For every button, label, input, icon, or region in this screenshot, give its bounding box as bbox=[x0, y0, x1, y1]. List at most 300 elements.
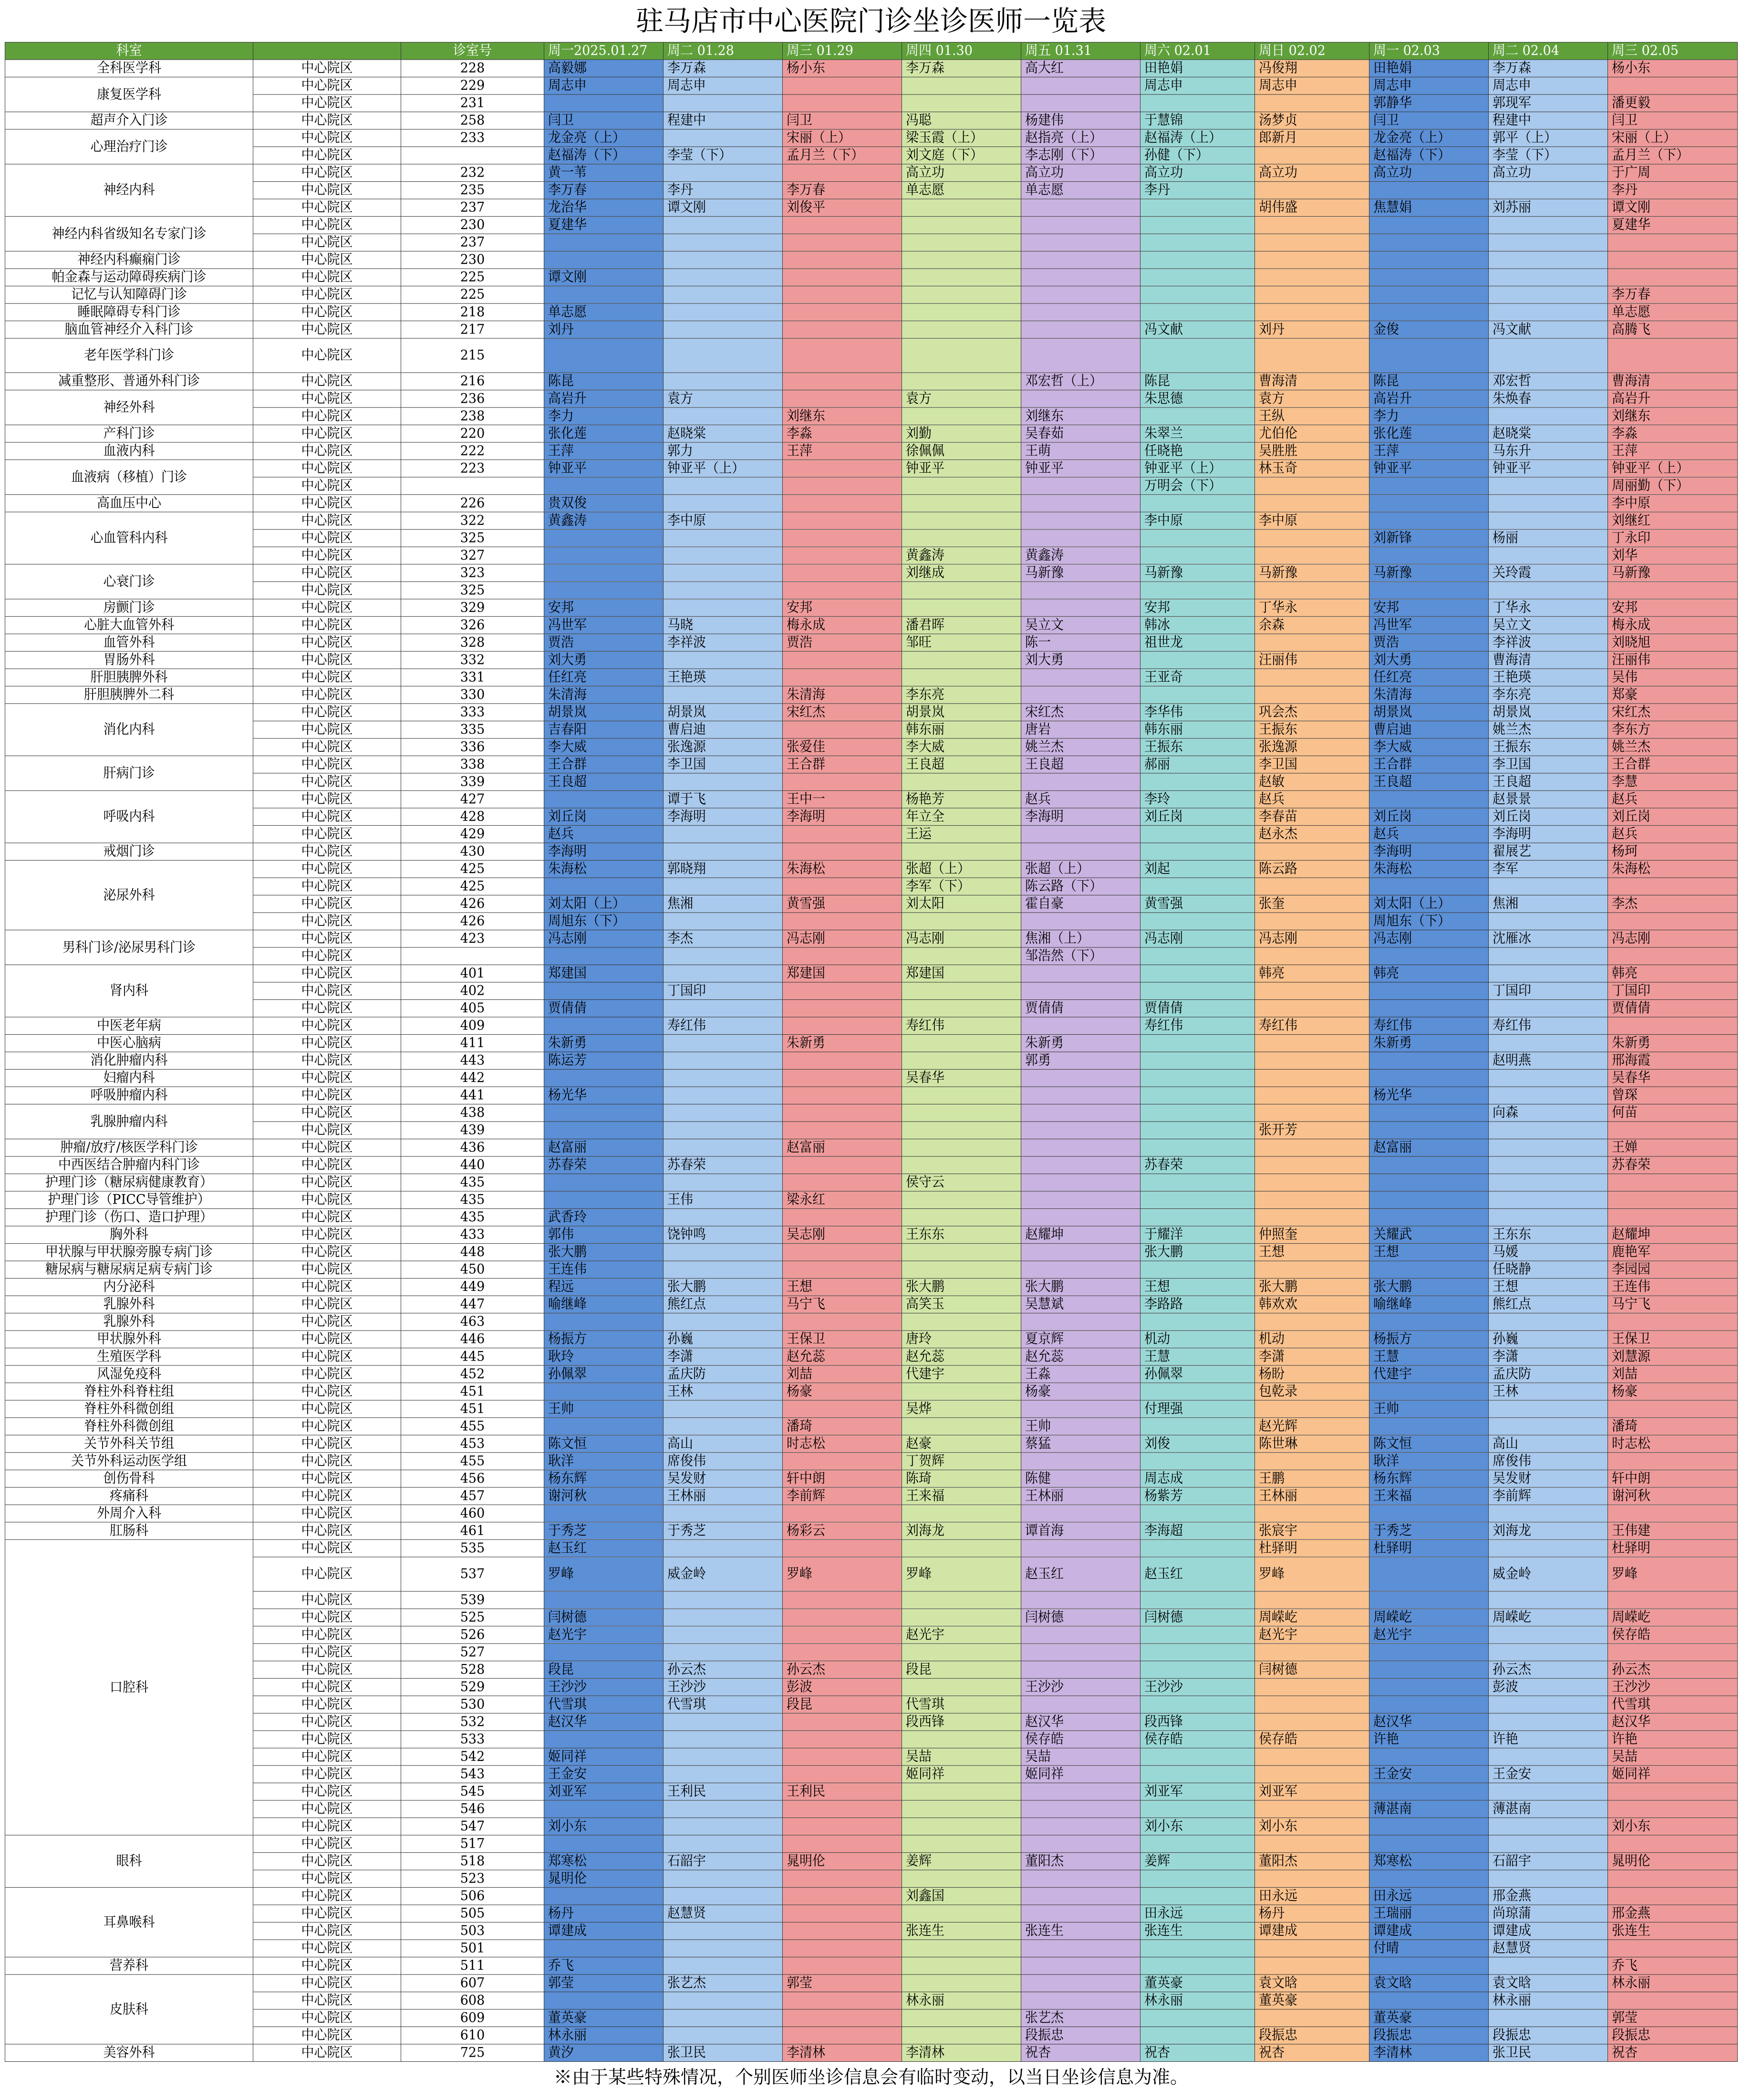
doctor-cell bbox=[1489, 217, 1608, 234]
doctor-cell: 林永丽 bbox=[1489, 1992, 1608, 2009]
doctor-cell: 寿红伟 bbox=[1489, 1017, 1608, 1035]
doctor-cell: 吴喆 bbox=[1608, 1748, 1738, 1766]
doctor-cell bbox=[902, 1975, 1021, 1992]
doctor-cell: 梅永成 bbox=[783, 616, 902, 634]
doctor-cell: 董英豪 bbox=[1255, 1992, 1369, 2009]
doctor-cell bbox=[1141, 825, 1255, 843]
doctor-cell: 祝杏 bbox=[1021, 2044, 1141, 2062]
doctor-cell: 郝丽 bbox=[1141, 756, 1255, 773]
doctor-cell bbox=[1141, 1957, 1255, 1975]
doctor-cell: 陈昆 bbox=[544, 373, 664, 390]
campus-cell: 中心院区 bbox=[253, 582, 401, 599]
doctor-cell: 王萍 bbox=[544, 442, 664, 460]
doctor-cell: 向森 bbox=[1489, 1104, 1608, 1122]
doctor-cell bbox=[1255, 1052, 1369, 1070]
doctor-cell: 单志愿 bbox=[1608, 303, 1738, 321]
doctor-cell bbox=[1255, 1034, 1369, 1052]
room-number: 460 bbox=[401, 1505, 544, 1522]
doctor-cell bbox=[1255, 1087, 1369, 1104]
table-row bbox=[5, 1852, 1738, 1870]
doctor-cell bbox=[902, 1122, 1021, 1139]
doctor-cell bbox=[902, 286, 1021, 304]
doctor-cell bbox=[1141, 1139, 1255, 1157]
doctor-cell bbox=[664, 373, 783, 390]
doctor-cell: 王保卫 bbox=[783, 1331, 902, 1348]
doctor-cell: 周志申 bbox=[664, 77, 783, 95]
doctor-cell bbox=[664, 530, 783, 547]
department-name: 神经内科癫痫门诊 bbox=[5, 251, 253, 269]
table-row bbox=[5, 407, 1738, 425]
header-cell: 周一2025.01.27 bbox=[544, 42, 664, 60]
doctor-cell bbox=[664, 234, 783, 251]
doctor-cell: 威金岭 bbox=[664, 1557, 783, 1591]
room-number: 236 bbox=[401, 390, 544, 408]
doctor-cell: 张化莲 bbox=[544, 425, 664, 443]
doctor-cell: 高立功 bbox=[1021, 164, 1141, 182]
doctor-cell: 王金安 bbox=[1369, 1766, 1489, 1783]
doctor-cell bbox=[1141, 1539, 1255, 1557]
doctor-cell: 王合群 bbox=[783, 756, 902, 773]
doctor-cell bbox=[783, 1070, 902, 1087]
doctor-cell: 夏建华 bbox=[1608, 217, 1738, 234]
doctor-cell bbox=[1369, 1383, 1489, 1401]
room-number: 506 bbox=[401, 1887, 544, 1905]
room-number: 455 bbox=[401, 1418, 544, 1435]
doctor-cell bbox=[1141, 1626, 1255, 1644]
doctor-cell bbox=[1021, 599, 1141, 617]
doctor-cell: 高大红 bbox=[1021, 60, 1141, 77]
department-name: 乳腺外科 bbox=[5, 1313, 253, 1331]
doctor-cell: 王连伟 bbox=[544, 1261, 664, 1279]
doctor-cell bbox=[1255, 94, 1369, 112]
doctor-cell: 任晓静 bbox=[1489, 1261, 1608, 1279]
doctor-cell bbox=[664, 1122, 783, 1139]
room-number: 325 bbox=[401, 530, 544, 547]
doctor-cell: 陈文恒 bbox=[544, 1435, 664, 1453]
department-name: 血管外科 bbox=[5, 634, 253, 652]
doctor-cell bbox=[1489, 1313, 1608, 1331]
doctor-cell bbox=[664, 303, 783, 321]
doctor-cell: 赵汉华 bbox=[1369, 1713, 1489, 1731]
doctor-cell: 刘丘岗 bbox=[1489, 808, 1608, 826]
doctor-cell bbox=[1369, 182, 1489, 199]
doctor-cell bbox=[664, 1139, 783, 1157]
room-number: 232 bbox=[401, 164, 544, 182]
doctor-cell: 杨豪 bbox=[1608, 1383, 1738, 1401]
doctor-cell bbox=[1141, 1191, 1255, 1209]
doctor-cell: 赵富丽 bbox=[783, 1139, 902, 1157]
department-name: 消化内科 bbox=[5, 704, 253, 756]
doctor-cell bbox=[902, 1800, 1021, 1818]
doctor-cell: 焦湘（上） bbox=[1021, 930, 1141, 947]
doctor-cell bbox=[902, 651, 1021, 669]
doctor-cell: 邹旺 bbox=[902, 634, 1021, 652]
room-number: 429 bbox=[401, 825, 544, 843]
doctor-cell bbox=[664, 564, 783, 582]
doctor-cell bbox=[1021, 286, 1141, 304]
doctor-cell: 王沙沙 bbox=[1021, 1678, 1141, 1696]
doctor-cell: 王林丽 bbox=[664, 1487, 783, 1505]
doctor-cell: 张大鹏 bbox=[1255, 1279, 1369, 1296]
doctor-cell: 宋丽（上） bbox=[783, 129, 902, 147]
doctor-cell: 姚兰杰 bbox=[1608, 738, 1738, 756]
doctor-cell: 高毅娜 bbox=[544, 60, 664, 77]
header-cell: 周三 01.29 bbox=[783, 42, 902, 60]
doctor-cell bbox=[1608, 1313, 1738, 1331]
doctor-cell: 徐佩佩 bbox=[902, 442, 1021, 460]
campus-cell: 中心院区 bbox=[253, 1940, 401, 1957]
doctor-cell: 王萍 bbox=[783, 442, 902, 460]
doctor-cell: 冯文献 bbox=[1489, 321, 1608, 339]
doctor-cell bbox=[1369, 495, 1489, 512]
campus-cell: 中心院区 bbox=[253, 1713, 401, 1731]
doctor-cell: 段西锋 bbox=[1141, 1713, 1255, 1731]
doctor-cell: 钟亚平 bbox=[544, 460, 664, 478]
doctor-cell bbox=[902, 843, 1021, 861]
doctor-cell bbox=[664, 1087, 783, 1104]
room-number: 336 bbox=[401, 738, 544, 756]
doctor-cell bbox=[1141, 1383, 1255, 1401]
table-row bbox=[5, 756, 1738, 773]
doctor-cell bbox=[1255, 669, 1369, 686]
doctor-cell: 郭晓翔 bbox=[664, 860, 783, 878]
doctor-cell bbox=[1489, 1748, 1608, 1766]
doctor-cell: 龙治华 bbox=[544, 199, 664, 217]
doctor-cell: 姬同祥 bbox=[902, 1766, 1021, 1783]
doctor-cell bbox=[1021, 1209, 1141, 1227]
room-number: 451 bbox=[401, 1383, 544, 1401]
doctor-cell: 许艳 bbox=[1608, 1731, 1738, 1748]
doctor-cell: 王想 bbox=[1141, 1279, 1255, 1296]
doctor-cell bbox=[1489, 1539, 1608, 1557]
campus-cell: 中心院区 bbox=[253, 1522, 401, 1540]
table-row bbox=[5, 1748, 1738, 1766]
doctor-cell bbox=[1141, 651, 1255, 669]
doctor-cell bbox=[1141, 94, 1255, 112]
doctor-cell bbox=[544, 790, 664, 808]
department-name: 心脏大血管外科 bbox=[5, 616, 253, 634]
campus-cell: 中心院区 bbox=[253, 2044, 401, 2062]
doctor-cell bbox=[1021, 1070, 1141, 1087]
doctor-cell: 周志申 bbox=[1369, 77, 1489, 95]
doctor-cell bbox=[1489, 1087, 1608, 1104]
doctor-cell: 田永远 bbox=[1141, 1905, 1255, 1923]
doctor-cell bbox=[1021, 1017, 1141, 1035]
campus-cell: 中心院区 bbox=[253, 460, 401, 478]
department-name: 心衰门诊 bbox=[5, 564, 253, 599]
room-number: 233 bbox=[401, 129, 544, 147]
doctor-cell bbox=[1608, 1191, 1738, 1209]
department-name: 创伤骨科 bbox=[5, 1470, 253, 1487]
doctor-cell: 刘丘岗 bbox=[1369, 808, 1489, 826]
doctor-cell: 丁国印 bbox=[664, 982, 783, 1000]
doctor-cell bbox=[783, 1887, 902, 1905]
doctor-cell bbox=[783, 1209, 902, 1227]
doctor-cell: 袁方 bbox=[1255, 390, 1369, 408]
room-number: 443 bbox=[401, 1052, 544, 1070]
table-row bbox=[5, 686, 1738, 704]
doctor-cell: 杨紫芳 bbox=[1141, 1487, 1255, 1505]
doctor-cell: 钟亚平 bbox=[1369, 460, 1489, 478]
doctor-cell: 孙佩翠 bbox=[1141, 1365, 1255, 1383]
doctor-cell: 王林丽 bbox=[1021, 1487, 1141, 1505]
doctor-cell: 朱海松 bbox=[1608, 860, 1738, 878]
department-name: 呼吸肿瘤内科 bbox=[5, 1087, 253, 1104]
table-row bbox=[5, 947, 1738, 965]
campus-cell: 中心院区 bbox=[253, 1731, 401, 1748]
table-row bbox=[5, 373, 1738, 390]
doctor-cell bbox=[544, 1122, 664, 1139]
doctor-cell bbox=[1369, 1418, 1489, 1435]
doctor-cell bbox=[1141, 1034, 1255, 1052]
room-number: 446 bbox=[401, 1331, 544, 1348]
doctor-cell bbox=[1021, 1261, 1141, 1279]
table-row bbox=[5, 112, 1738, 130]
campus-cell: 中心院区 bbox=[253, 965, 401, 982]
room-number: 330 bbox=[401, 686, 544, 704]
doctor-cell: 刘新锋 bbox=[1369, 530, 1489, 547]
campus-cell: 中心院区 bbox=[253, 1122, 401, 1139]
doctor-cell: 闫树德 bbox=[1141, 1609, 1255, 1626]
campus-cell: 中心院区 bbox=[253, 564, 401, 582]
doctor-cell bbox=[1369, 1783, 1489, 1800]
doctor-cell: 李丹 bbox=[664, 182, 783, 199]
doctor-cell: 代建宇 bbox=[1369, 1365, 1489, 1383]
doctor-cell: 李大威 bbox=[902, 738, 1021, 756]
doctor-cell: 曹启迪 bbox=[664, 721, 783, 738]
doctor-cell bbox=[783, 1626, 902, 1644]
campus-cell: 中心院区 bbox=[253, 1870, 401, 1888]
campus-cell: 中心院区 bbox=[253, 1505, 401, 1522]
doctor-cell bbox=[1255, 913, 1369, 930]
campus-cell: 中心院区 bbox=[253, 1852, 401, 1870]
campus-cell: 中心院区 bbox=[253, 599, 401, 617]
doctor-cell: 张爱佳 bbox=[783, 738, 902, 756]
doctor-cell: 冯俊翔 bbox=[1255, 60, 1369, 77]
campus-cell: 中心院区 bbox=[253, 930, 401, 947]
doctor-cell: 罗峰 bbox=[902, 1557, 1021, 1591]
doctor-cell: 王帅 bbox=[544, 1400, 664, 1418]
doctor-cell bbox=[1141, 1104, 1255, 1122]
doctor-cell: 闫卫 bbox=[783, 112, 902, 130]
doctor-cell bbox=[1141, 1209, 1255, 1227]
room-number: 225 bbox=[401, 269, 544, 286]
room-number: 532 bbox=[401, 1713, 544, 1731]
doctor-cell: 吴喆 bbox=[1021, 1748, 1141, 1766]
doctor-cell bbox=[544, 1104, 664, 1122]
doctor-cell: 罗峰 bbox=[1255, 1557, 1369, 1591]
doctor-cell: 孟月兰（下） bbox=[783, 147, 902, 165]
doctor-cell bbox=[902, 1104, 1021, 1122]
campus-cell: 中心院区 bbox=[253, 982, 401, 1000]
doctor-cell: 刘喆 bbox=[1608, 1365, 1738, 1383]
doctor-cell bbox=[1608, 1505, 1738, 1522]
doctor-cell: 宋红杰 bbox=[783, 704, 902, 721]
doctor-cell: 潘更毅 bbox=[1608, 94, 1738, 112]
doctor-cell: 赵允蕊 bbox=[1021, 1348, 1141, 1366]
doctor-cell bbox=[1489, 1626, 1608, 1644]
doctor-cell: 王亚奇 bbox=[1141, 669, 1255, 686]
department-name: 肝胆胰脾外科 bbox=[5, 669, 253, 686]
doctor-cell bbox=[1489, 182, 1608, 199]
doctor-cell bbox=[664, 251, 783, 269]
department-name: 关节外科关节组 bbox=[5, 1435, 253, 1453]
page-title: 驻马店市中心医院门诊坐诊医师一览表 bbox=[635, 5, 1106, 37]
doctor-cell bbox=[902, 599, 1021, 617]
table-row bbox=[5, 1365, 1738, 1383]
doctor-cell bbox=[1021, 94, 1141, 112]
doctor-cell bbox=[1489, 1783, 1608, 1800]
doctor-cell: 贾倩倩 bbox=[1021, 999, 1141, 1017]
doctor-cell: 陈云路（下） bbox=[1021, 878, 1141, 895]
doctor-cell: 黄一苇 bbox=[544, 164, 664, 182]
campus-cell: 中心院区 bbox=[253, 1818, 401, 1835]
doctor-cell: 杨艳芳 bbox=[902, 790, 1021, 808]
doctor-cell: 朱新勇 bbox=[1608, 1034, 1738, 1052]
room-number: 228 bbox=[401, 60, 544, 77]
doctor-cell bbox=[1021, 982, 1141, 1000]
table-row bbox=[5, 1522, 1738, 1540]
campus-cell: 中心院区 bbox=[253, 1557, 401, 1591]
doctor-cell bbox=[544, 1591, 664, 1609]
doctor-cell: 陈琦 bbox=[902, 1470, 1021, 1487]
doctor-cell: 刘继东 bbox=[1608, 407, 1738, 425]
room-number: 435 bbox=[401, 1191, 544, 1209]
doctor-cell: 焦湘 bbox=[664, 895, 783, 913]
doctor-cell: 钟亚平（上） bbox=[664, 460, 783, 478]
doctor-cell bbox=[1608, 1017, 1738, 1035]
doctor-cell bbox=[1608, 878, 1738, 895]
doctor-cell bbox=[1141, 269, 1255, 286]
doctor-cell: 李前辉 bbox=[783, 1487, 902, 1505]
doctor-cell: 耿洋 bbox=[544, 1453, 664, 1470]
doctor-cell: 刘亚军 bbox=[544, 1783, 664, 1800]
doctor-cell: 刘小东 bbox=[1141, 1818, 1255, 1835]
doctor-cell bbox=[902, 1678, 1021, 1696]
doctor-cell bbox=[902, 199, 1021, 217]
doctor-cell bbox=[1489, 1139, 1608, 1157]
doctor-cell bbox=[1255, 1453, 1369, 1470]
doctor-cell bbox=[902, 1835, 1021, 1853]
department-name: 护理门诊（PICC导管维护） bbox=[5, 1191, 253, 1209]
doctor-cell: 刘大勇 bbox=[1021, 651, 1141, 669]
doctor-cell: 杨珂 bbox=[1608, 843, 1738, 861]
doctor-cell: 谭建成 bbox=[1369, 1922, 1489, 1940]
doctor-cell: 赵福涛（下） bbox=[544, 147, 664, 165]
table-row bbox=[5, 1070, 1738, 1087]
department-name: 风湿免疫科 bbox=[5, 1365, 253, 1383]
doctor-cell: 林永丽 bbox=[1141, 1992, 1255, 2009]
campus-cell: 中心院区 bbox=[253, 1156, 401, 1174]
doctor-cell bbox=[783, 1313, 902, 1331]
doctor-cell bbox=[1021, 512, 1141, 530]
doctor-cell bbox=[1489, 547, 1608, 564]
doctor-cell: 席俊伟 bbox=[1489, 1453, 1608, 1470]
department-name: 记忆与认知障碍门诊 bbox=[5, 286, 253, 304]
table-row bbox=[5, 1052, 1738, 1070]
doctor-cell bbox=[783, 1122, 902, 1139]
campus-cell: 中心院区 bbox=[253, 1487, 401, 1505]
doctor-cell bbox=[1255, 1139, 1369, 1157]
doctor-cell: 晁明伦 bbox=[1608, 1852, 1738, 1870]
doctor-cell: 李丹 bbox=[1141, 182, 1255, 199]
doctor-cell: 刘苏丽 bbox=[1489, 199, 1608, 217]
doctor-cell bbox=[1021, 234, 1141, 251]
department-name: 关节外科运动医学组 bbox=[5, 1453, 253, 1470]
doctor-cell bbox=[783, 1052, 902, 1070]
table-row bbox=[5, 1975, 1738, 1992]
doctor-cell bbox=[664, 1261, 783, 1279]
header-row bbox=[5, 42, 1738, 60]
doctor-cell: 王振东 bbox=[1255, 721, 1369, 738]
doctor-cell: 李园园 bbox=[1608, 1261, 1738, 1279]
doctor-cell: 王想 bbox=[783, 1279, 902, 1296]
table-row bbox=[5, 1818, 1738, 1835]
table-row bbox=[5, 321, 1738, 339]
doctor-cell bbox=[1255, 147, 1369, 165]
doctor-cell bbox=[1021, 1104, 1141, 1122]
room-number: 542 bbox=[401, 1748, 544, 1766]
campus-cell: 中心院区 bbox=[253, 1279, 401, 1296]
doctor-cell: 郑寒松 bbox=[1369, 1852, 1489, 1870]
doctor-cell: 张大鹏 bbox=[902, 1279, 1021, 1296]
doctor-cell bbox=[902, 1539, 1021, 1557]
doctor-cell bbox=[902, 1905, 1021, 1923]
doctor-cell bbox=[1608, 1122, 1738, 1139]
doctor-cell: 龙金亮（上） bbox=[1369, 129, 1489, 147]
doctor-cell bbox=[902, 1591, 1021, 1609]
doctor-cell: 杨振方 bbox=[1369, 1331, 1489, 1348]
doctor-cell: 冯志刚 bbox=[1369, 930, 1489, 947]
doctor-cell: 钟亚平（上） bbox=[1141, 460, 1255, 478]
doctor-cell bbox=[1489, 1713, 1608, 1731]
campus-cell: 中心院区 bbox=[253, 1435, 401, 1453]
campus-cell: 中心院区 bbox=[253, 1643, 401, 1661]
table-row bbox=[5, 1609, 1738, 1626]
campus-cell: 中心院区 bbox=[253, 94, 401, 112]
doctor-cell: 刘海龙 bbox=[1489, 1522, 1608, 1540]
doctor-cell: 马晓 bbox=[664, 616, 783, 634]
doctor-cell bbox=[1489, 269, 1608, 286]
doctor-cell: 刘亚军 bbox=[1255, 1783, 1369, 1800]
doctor-cell bbox=[664, 1940, 783, 1957]
department-name: 康复医学科 bbox=[5, 77, 253, 112]
doctor-cell: 丁国印 bbox=[1489, 982, 1608, 1000]
doctor-cell: 于秀芝 bbox=[544, 1522, 664, 1540]
doctor-cell: 潘君晖 bbox=[902, 616, 1021, 634]
room-number: 440 bbox=[401, 1156, 544, 1174]
doctor-cell: 王合群 bbox=[1369, 756, 1489, 773]
doctor-cell bbox=[664, 947, 783, 965]
doctor-cell: 赵耀坤 bbox=[1608, 1226, 1738, 1244]
doctor-cell: 鹿艳军 bbox=[1608, 1244, 1738, 1261]
doctor-cell bbox=[664, 1174, 783, 1192]
doctor-cell bbox=[1489, 965, 1608, 982]
table-row bbox=[5, 1591, 1738, 1609]
doctor-cell bbox=[664, 1034, 783, 1052]
table-row bbox=[5, 1139, 1738, 1157]
doctor-cell bbox=[1021, 843, 1141, 861]
doctor-cell bbox=[1021, 495, 1141, 512]
table-row bbox=[5, 1731, 1738, 1748]
doctor-cell bbox=[1255, 1156, 1369, 1174]
doctor-cell bbox=[783, 843, 902, 861]
doctor-cell bbox=[1489, 1591, 1608, 1609]
table-row bbox=[5, 1678, 1738, 1696]
doctor-cell bbox=[664, 843, 783, 861]
doctor-cell bbox=[1021, 251, 1141, 269]
room-number: 547 bbox=[401, 1818, 544, 1835]
